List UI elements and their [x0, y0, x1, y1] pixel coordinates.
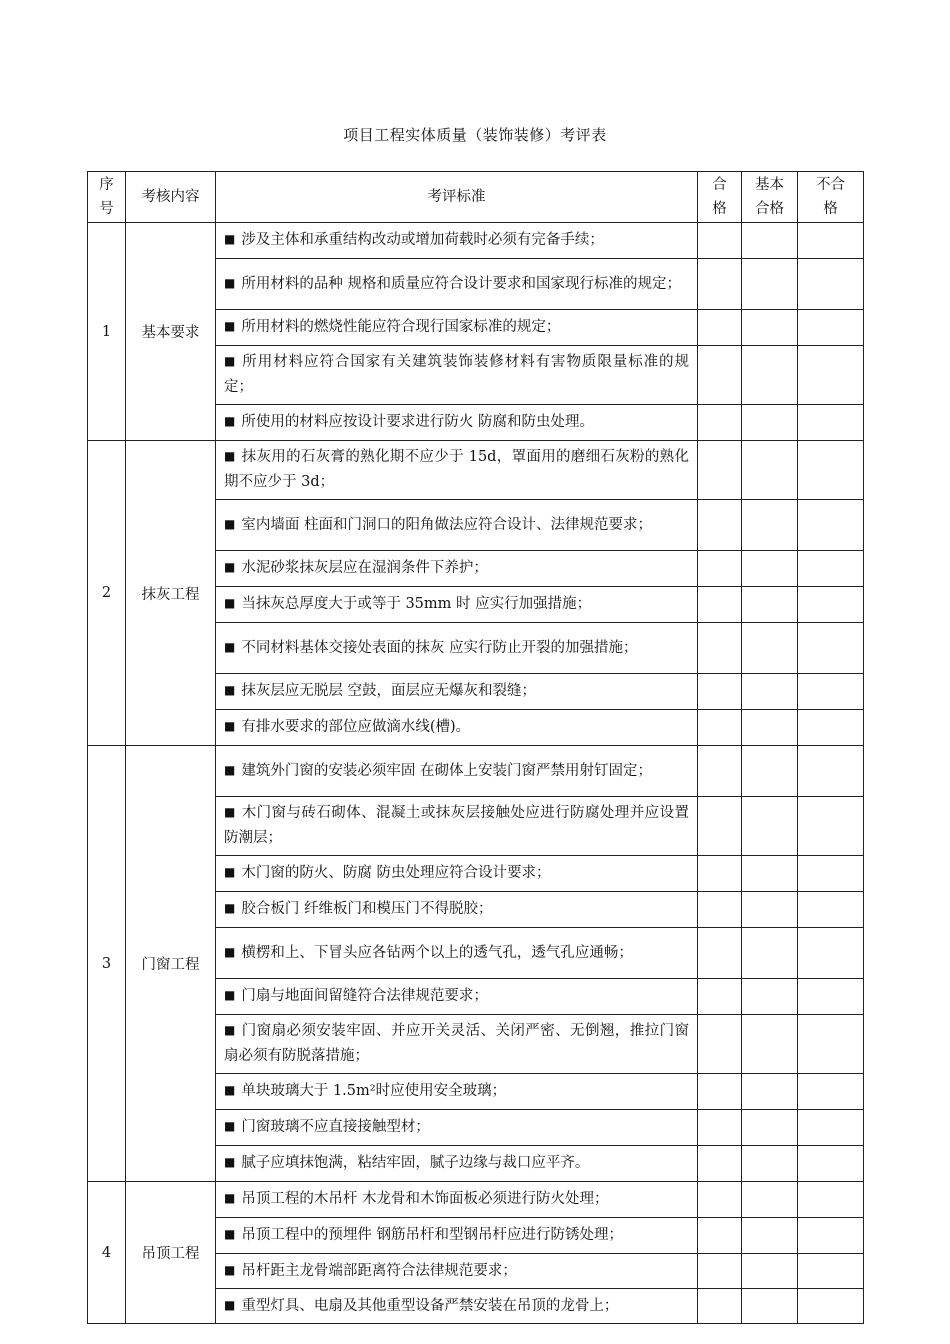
basic-pass-check-cell[interactable] [742, 710, 798, 746]
criterion-cell [216, 1110, 698, 1146]
square-bullet-icon: ■ [224, 683, 236, 697]
criterion-text: 有排水要求的部位应做滴水线(槽)。 [241, 719, 471, 735]
square-bullet-icon: ■ [224, 560, 236, 574]
criterion-cell [216, 1074, 698, 1110]
basic-pass-check-cell[interactable] [742, 1074, 798, 1110]
fail-check-cell[interactable] [798, 1254, 864, 1289]
criterion-cell [216, 346, 698, 405]
criterion-cell [216, 979, 698, 1015]
square-bullet-icon: ■ [224, 1023, 236, 1037]
pass-check-cell[interactable] [698, 856, 742, 892]
pass-check-cell[interactable] [698, 551, 742, 587]
section-category: 基本要求 [126, 223, 216, 441]
criterion-text: 门窗扇必须安装牢固、并应开关灵活、关闭严密、无倒翘，推拉门窗扇必须有防脱落措施； [224, 1023, 689, 1064]
fail-check-cell[interactable] [798, 1015, 864, 1074]
criterion-text: 单块玻璃大于 1.5m²时应使用安全玻璃； [241, 1083, 507, 1099]
pass-check-cell[interactable] [698, 1146, 742, 1182]
basic-pass-check-cell[interactable] [742, 405, 798, 441]
criterion-text: 横楞和上、下冒头应各钻两个以上的透气孔，透气孔应通畅； [241, 944, 633, 961]
square-bullet-icon: ■ [224, 275, 236, 290]
header-content: 考核内容 [126, 172, 216, 223]
basic-pass-check-cell[interactable] [742, 587, 798, 623]
criterion-cell [216, 441, 698, 500]
basic-pass-check-cell[interactable] [742, 1015, 798, 1074]
basic-pass-check-cell[interactable] [742, 310, 798, 346]
criterion-cell [216, 746, 698, 797]
table-row [88, 746, 864, 797]
pass-check-cell[interactable] [698, 405, 742, 441]
criterion-cell [216, 1182, 698, 1218]
pass-check-cell[interactable] [698, 674, 742, 710]
header-row [88, 172, 864, 223]
basic-pass-check-cell[interactable] [742, 1146, 798, 1182]
pass-check-cell[interactable] [698, 346, 742, 405]
criterion-cell [216, 1015, 698, 1074]
fail-check-cell[interactable] [798, 1289, 864, 1324]
criterion-cell [216, 710, 698, 746]
criterion-text: 木门窗与砖石砌体、混凝土或抹灰层接触处应进行防腐处理并应设置防潮层； [224, 805, 689, 846]
square-bullet-icon: ■ [224, 1155, 236, 1169]
basic-pass-check-cell[interactable] [742, 346, 798, 405]
criterion-text: 吊顶工程中的预埋件 钢筋吊杆和型钢吊杆应进行防锈处理； [241, 1227, 623, 1243]
fail-check-cell[interactable] [798, 1218, 864, 1254]
criterion-text: 所用材料应符合国家有关建筑装饰装修材料有害物质限量标准的规定； [224, 354, 689, 395]
criterion-text: 当抹灰总厚度大于或等于 35mm 时 应实行加强措施； [241, 596, 592, 612]
criterion-text: 所使用的材料应按设计要求进行防火 防腐和防虫处理。 [241, 414, 594, 430]
basic-pass-check-cell[interactable] [742, 1182, 798, 1218]
basic-pass-check-cell[interactable] [742, 928, 798, 979]
fail-check-cell[interactable] [798, 674, 864, 710]
basic-pass-check-cell[interactable] [742, 223, 798, 259]
pass-check-cell[interactable] [698, 892, 742, 928]
square-bullet-icon: ■ [224, 1227, 236, 1241]
criterion-cell [216, 892, 698, 928]
section-category: 抹灰工程 [126, 441, 216, 746]
basic-pass-check-cell[interactable] [742, 1110, 798, 1146]
table-row [88, 223, 864, 259]
header-seq [88, 172, 126, 223]
pass-check-cell[interactable] [698, 1218, 742, 1254]
criterion-text: 抹灰层应无脱层 空鼓，面层应无爆灰和裂缝； [241, 683, 536, 699]
square-bullet-icon: ■ [224, 901, 236, 915]
header-fail-line1: 不合 [816, 177, 845, 193]
pass-check-cell[interactable] [698, 441, 742, 500]
square-bullet-icon: ■ [224, 719, 236, 733]
table-row [88, 1182, 864, 1218]
basic-pass-check-cell[interactable] [742, 892, 798, 928]
basic-pass-check-cell[interactable] [742, 979, 798, 1015]
basic-pass-check-cell[interactable] [742, 623, 798, 674]
square-bullet-icon: ■ [224, 1297, 236, 1312]
criterion-text: 重型灯具、电扇及其他重型设备严禁安装在吊顶的龙骨上； [241, 1297, 619, 1314]
header-fail-line2: 格 [823, 201, 838, 217]
criterion-cell [216, 1218, 698, 1254]
square-bullet-icon: ■ [224, 319, 236, 333]
criterion-cell [216, 928, 698, 979]
header-pass [698, 172, 742, 223]
pass-check-cell[interactable] [698, 623, 742, 674]
section-number: 1 [88, 223, 126, 441]
criterion-cell [216, 1254, 698, 1289]
square-bullet-icon: ■ [224, 596, 236, 610]
criterion-cell [216, 587, 698, 623]
fail-check-cell[interactable] [798, 1110, 864, 1146]
fail-check-cell[interactable] [798, 1146, 864, 1182]
criterion-text: 腻子应填抹饱满，粘结牢固，腻子边缘与裁口应平齐。 [241, 1155, 590, 1171]
fail-check-cell[interactable] [798, 346, 864, 405]
basic-pass-check-cell[interactable] [742, 797, 798, 856]
basic-pass-check-cell[interactable] [742, 1289, 798, 1324]
square-bullet-icon: ■ [224, 1083, 236, 1097]
square-bullet-icon: ■ [224, 865, 236, 879]
header-basic-line2: 合格 [755, 201, 784, 217]
fail-check-cell[interactable] [798, 928, 864, 979]
basic-pass-check-cell[interactable] [742, 441, 798, 500]
fail-check-cell[interactable] [798, 259, 864, 310]
criterion-text: 吊杆距主龙骨端部距离符合法律规范要求； [241, 1262, 517, 1279]
criterion-text: 木门窗的防火、防腐 防虫处理应符合设计要求； [241, 865, 551, 881]
header-seq-line2: 号 [99, 201, 114, 217]
square-bullet-icon: ■ [224, 639, 236, 654]
table-row [88, 441, 864, 500]
criterion-text: 室内墙面 柱面和门洞口的阳角做法应符合设计、法律规范要求； [241, 516, 652, 533]
fail-check-cell[interactable] [798, 746, 864, 797]
criterion-text: 吊顶工程的木吊杆 木龙骨和木饰面板必须进行防火处理； [241, 1191, 609, 1207]
square-bullet-icon: ■ [224, 232, 236, 246]
evaluation-table [87, 171, 864, 1324]
criterion-cell [216, 856, 698, 892]
pass-check-cell[interactable] [698, 1110, 742, 1146]
criterion-cell [216, 797, 698, 856]
criterion-text: 所用材料的燃烧性能应符合现行国家标准的规定； [241, 319, 561, 335]
section-number: 2 [88, 441, 126, 746]
pass-check-cell[interactable] [698, 259, 742, 310]
basic-pass-check-cell[interactable] [742, 500, 798, 551]
section-number: 4 [88, 1182, 126, 1324]
fail-check-cell[interactable] [798, 551, 864, 587]
square-bullet-icon: ■ [224, 516, 236, 531]
square-bullet-icon: ■ [224, 944, 236, 959]
header-basic-pass [742, 172, 798, 223]
basic-pass-check-cell[interactable] [742, 746, 798, 797]
fail-check-cell[interactable] [798, 310, 864, 346]
basic-pass-check-cell[interactable] [742, 674, 798, 710]
header-basic-line1: 基本 [755, 177, 784, 193]
header-standard: 考评标准 [216, 172, 698, 223]
criterion-text: 所用材料的品种 规格和质量应符合设计要求和国家现行标准的规定； [241, 275, 681, 292]
fail-check-cell[interactable] [798, 500, 864, 551]
criterion-cell [216, 405, 698, 441]
pass-check-cell[interactable] [698, 710, 742, 746]
criterion-text: 水泥砂浆抹灰层应在湿润条件下养护； [241, 560, 488, 576]
basic-pass-check-cell[interactable] [742, 551, 798, 587]
pass-check-cell[interactable] [698, 1289, 742, 1324]
section-number: 3 [88, 746, 126, 1182]
criterion-cell [216, 310, 698, 346]
square-bullet-icon: ■ [224, 1262, 236, 1277]
pass-check-cell[interactable] [698, 797, 742, 856]
criterion-text: 门扇与地面间留缝符合法律规范要求； [241, 988, 488, 1004]
basic-pass-check-cell[interactable] [742, 1254, 798, 1289]
header-pass-line2: 格 [712, 201, 727, 217]
square-bullet-icon: ■ [224, 762, 236, 777]
fail-check-cell[interactable] [798, 797, 864, 856]
section-category: 吊顶工程 [126, 1182, 216, 1324]
table-body [88, 223, 864, 1324]
criterion-cell [216, 623, 698, 674]
pass-check-cell[interactable] [698, 1074, 742, 1110]
fail-check-cell[interactable] [798, 1074, 864, 1110]
fail-check-cell[interactable] [798, 979, 864, 1015]
fail-check-cell[interactable] [798, 623, 864, 674]
pass-check-cell[interactable] [698, 979, 742, 1015]
square-bullet-icon: ■ [224, 1119, 236, 1133]
pass-check-cell[interactable] [698, 500, 742, 551]
header-fail [798, 172, 864, 223]
basic-pass-check-cell[interactable] [742, 856, 798, 892]
criterion-text: 胶合板门 纤维板门和模压门不得脱胶； [241, 901, 493, 917]
square-bullet-icon: ■ [224, 805, 236, 819]
fail-check-cell[interactable] [798, 892, 864, 928]
square-bullet-icon: ■ [224, 988, 236, 1002]
criterion-text: 门窗玻璃不应直接接触型材； [241, 1119, 430, 1135]
criterion-cell [216, 259, 698, 310]
pass-check-cell[interactable] [698, 746, 742, 797]
square-bullet-icon: ■ [224, 449, 236, 463]
criterion-text: 不同材料基体交接处表面的抹灰 应实行防止开裂的加强措施； [241, 639, 638, 656]
criterion-cell [216, 1146, 698, 1182]
criterion-cell [216, 551, 698, 587]
pass-check-cell[interactable] [698, 1182, 742, 1218]
fail-check-cell[interactable] [798, 856, 864, 892]
section-category: 门窗工程 [126, 746, 216, 1182]
fail-check-cell[interactable] [798, 223, 864, 259]
header-pass-line1: 合 [712, 177, 727, 193]
square-bullet-icon: ■ [224, 1191, 236, 1205]
pass-check-cell[interactable] [698, 928, 742, 979]
pass-check-cell[interactable] [698, 587, 742, 623]
criterion-cell [216, 223, 698, 259]
fail-check-cell[interactable] [798, 441, 864, 500]
criterion-text: 建筑外门窗的安装必须牢固 在砌体上安装门窗严禁用射钉固定； [241, 762, 652, 779]
fail-check-cell[interactable] [798, 587, 864, 623]
pass-check-cell[interactable] [698, 310, 742, 346]
square-bullet-icon: ■ [224, 354, 237, 368]
criterion-cell [216, 500, 698, 551]
fail-check-cell[interactable] [798, 405, 864, 441]
criterion-cell [216, 674, 698, 710]
basic-pass-check-cell[interactable] [742, 1218, 798, 1254]
pass-check-cell[interactable] [698, 223, 742, 259]
criterion-text: 涉及主体和承重结构改动或增加荷载时必须有完备手续； [241, 232, 604, 248]
header-seq-line1: 序 [99, 177, 114, 193]
pass-check-cell[interactable] [698, 1254, 742, 1289]
pass-check-cell[interactable] [698, 1015, 742, 1074]
square-bullet-icon: ■ [224, 414, 236, 428]
criterion-cell [216, 1289, 698, 1324]
basic-pass-check-cell[interactable] [742, 259, 798, 310]
criterion-text: 抹灰用的石灰膏的熟化期不应少于 15d，罩面用的磨细石灰粉的熟化期不应少于 3d； [224, 449, 689, 490]
fail-check-cell[interactable] [798, 710, 864, 746]
fail-check-cell[interactable] [798, 1182, 864, 1218]
page-title: 项目工程实体质量（装饰装修）考评表 [343, 126, 607, 144]
